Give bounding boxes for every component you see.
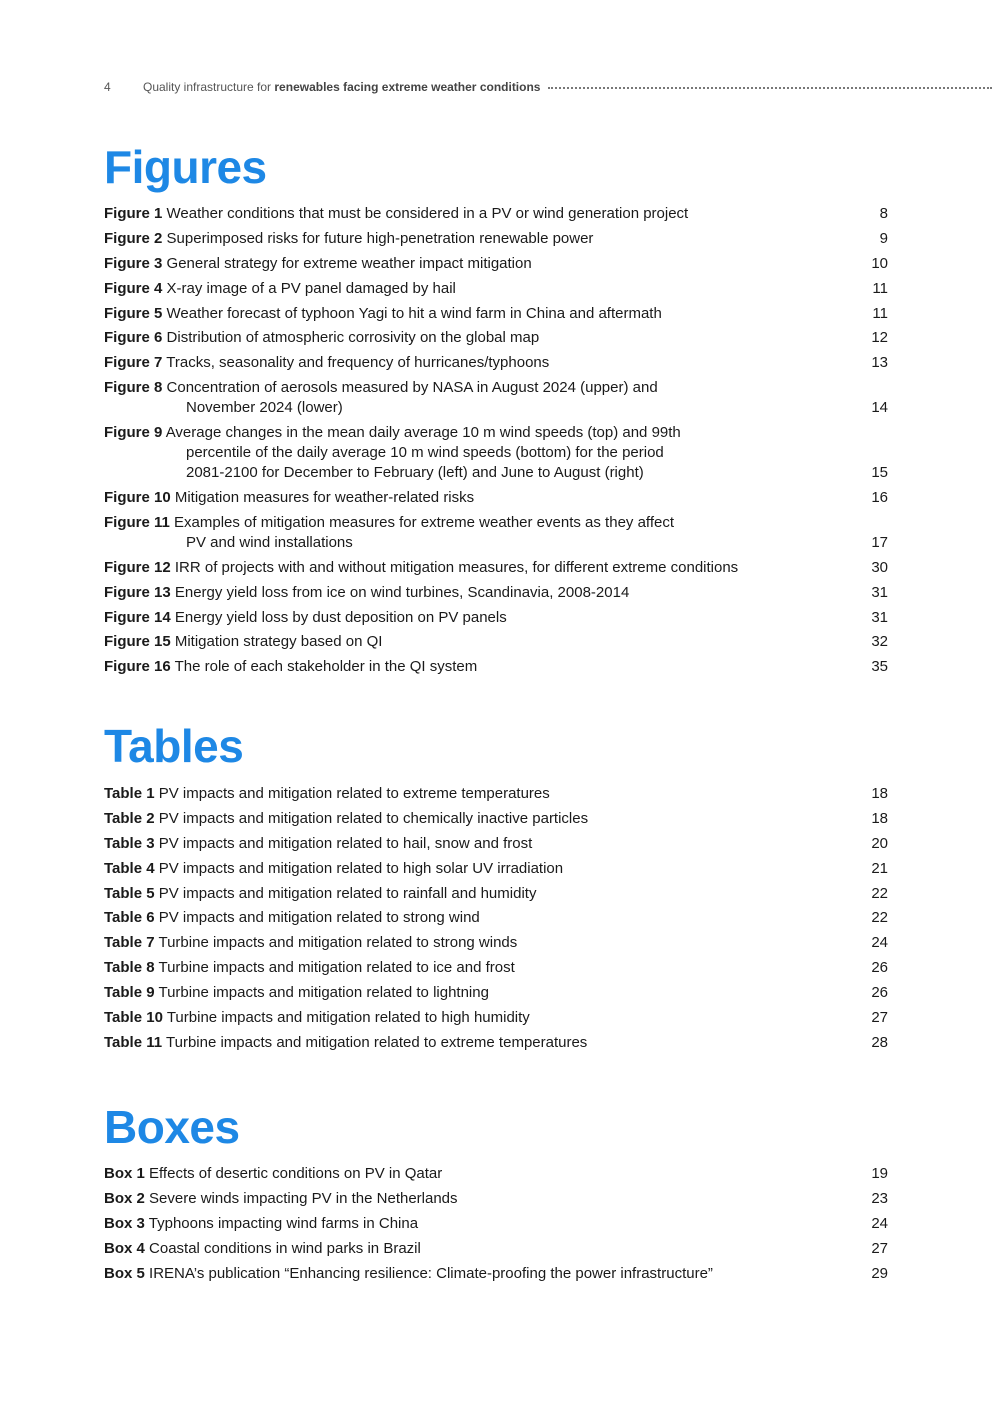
heading-boxes: Boxes	[104, 1101, 240, 1153]
entry-page-number: 17	[871, 533, 888, 551]
entry-title: PV impacts and mitigation related to hail, snow and frost	[158, 834, 533, 852]
entry-title: Energy yield loss by dust deposition on PV panels	[174, 608, 507, 626]
entry-text	[104, 558, 848, 578]
toc-entry[interactable]	[104, 583, 888, 603]
entry-label: Figure 2	[104, 229, 163, 247]
toc-entry[interactable]	[104, 1239, 888, 1259]
entry-text	[104, 353, 848, 373]
entry-title: Typhoons impacting wind farms in China	[148, 1214, 419, 1232]
entry-label: Box 2	[104, 1189, 145, 1207]
entry-page-number: 16	[871, 489, 888, 507]
entry-title: IRR of projects with and without mitigation measures, for different extreme conditions	[174, 558, 739, 576]
entry-text	[104, 908, 848, 928]
entry-text	[104, 1189, 848, 1209]
entry-title: Severe winds impacting PV in the Netherlands	[149, 1189, 458, 1207]
entry-text	[104, 834, 848, 854]
toc-entry[interactable]	[104, 1008, 888, 1028]
entry-page-number: 31	[871, 583, 888, 601]
entry-text	[104, 488, 848, 508]
toc-entry[interactable]	[104, 1189, 888, 1209]
toc-entry[interactable]	[104, 809, 888, 829]
entry-label: Figure 5	[104, 304, 163, 322]
toc-entry[interactable]	[104, 328, 888, 348]
entry-page-number: 32	[871, 633, 888, 651]
toc-entry[interactable]	[104, 608, 888, 628]
entry-label: Table 6	[104, 909, 155, 927]
entry-label: Figure 12	[104, 558, 171, 576]
entry-text	[104, 583, 848, 603]
entry-label: Table 8	[104, 959, 155, 977]
toc-entry[interactable]	[104, 784, 888, 804]
entry-label: Figure 7	[104, 354, 163, 372]
entry-title: Energy yield loss from ice on wind turbines, Scandinavia, 2008-2014	[174, 583, 630, 601]
title-prefix: Quality infrastructure for	[143, 80, 275, 94]
entry-title: Coastal conditions in wind parks in Brazil	[149, 1239, 421, 1257]
entry-text	[104, 809, 848, 829]
entry-label: Figure 3	[104, 254, 163, 272]
entry-text	[104, 423, 848, 483]
entry-text	[104, 784, 848, 804]
entry-label: Figure 1	[104, 205, 163, 222]
entry-label: Table 7	[104, 934, 155, 952]
entry-text	[104, 513, 848, 553]
toc-entry[interactable]	[104, 204, 888, 224]
entry-text	[104, 1239, 848, 1259]
entry-page-number: 15	[871, 464, 888, 482]
entry-page-number: 28	[871, 1033, 888, 1051]
entry-page-number: 22	[871, 909, 888, 927]
entry-text	[104, 328, 848, 348]
entry-page-number: 12	[871, 329, 888, 347]
entry-label: Figure 13	[104, 583, 171, 601]
entry-page-number: 24	[871, 934, 888, 952]
entry-label: Box 5	[104, 1264, 145, 1282]
toc-entry[interactable]	[104, 1033, 888, 1053]
entry-page-number: 24	[871, 1214, 888, 1232]
entry-text	[104, 859, 848, 879]
boxes-list	[104, 1164, 888, 1288]
toc-entry[interactable]	[104, 657, 888, 677]
entry-page-number: 27	[871, 1239, 888, 1257]
entry-page-number: 11	[872, 279, 888, 297]
entry-label: Table 3	[104, 834, 155, 852]
heading-tables: Tables	[104, 720, 244, 772]
entry-title: General strategy for extreme weather impact mitigation	[166, 254, 532, 272]
entry-text	[104, 983, 848, 1003]
entry-page-number: 9	[879, 229, 888, 247]
toc-entry[interactable]	[104, 254, 888, 274]
entry-label: Box 4	[104, 1239, 145, 1257]
entry-label: Table 1	[104, 785, 155, 802]
entry-label: Table 9	[104, 984, 155, 1002]
entry-title: PV impacts and mitigation related to rainfall and humidity	[158, 884, 537, 902]
toc-entry[interactable]	[104, 884, 888, 904]
entry-label: Figure 11	[104, 513, 170, 531]
entry-title: Distribution of atmospheric corrosivity on the global map	[166, 329, 540, 347]
entry-page-number: 30	[871, 558, 888, 576]
entry-label: Figure 6	[104, 329, 163, 347]
entry-page-number: 20	[871, 834, 888, 852]
entry-label: Box 1	[104, 1165, 145, 1182]
entry-label: Table 5	[104, 884, 155, 902]
entry-text	[104, 933, 848, 953]
toc-entry[interactable]	[104, 558, 888, 578]
entry-page-number: 18	[871, 809, 888, 827]
entry-title: Mitigation strategy based on QI	[174, 633, 383, 651]
entry-title: Weather forecast of typhoon Yagi to hit a wind farm in China and aftermath	[166, 304, 662, 322]
entry-page-number: 26	[871, 959, 888, 977]
figures-list	[104, 204, 888, 682]
entry-title: Turbine impacts and mitigation related to high humidity	[166, 1009, 530, 1027]
entry-page-number: 23	[871, 1189, 888, 1207]
toc-entry[interactable]	[104, 1264, 888, 1284]
entry-title: PV impacts and mitigation related to chemically inactive particles	[158, 809, 589, 827]
entry-page-number: 11	[872, 304, 888, 322]
entry-text	[104, 1033, 848, 1053]
toc-entry[interactable]	[104, 304, 888, 324]
entry-label: Table 10	[104, 1009, 163, 1027]
toc-entry[interactable]	[104, 353, 888, 373]
entry-label: Table 11	[104, 1033, 163, 1051]
toc-entry[interactable]	[104, 933, 888, 953]
tables-list	[104, 784, 888, 1058]
toc-entry[interactable]	[104, 513, 888, 553]
entry-title: PV impacts and mitigation related to extreme temperatures	[158, 785, 550, 802]
entry-title: The role of each stakeholder in the QI system	[174, 658, 478, 676]
entry-page-number: 27	[871, 1009, 888, 1027]
entry-label: Figure 8	[104, 379, 163, 397]
toc-entry[interactable]	[104, 632, 888, 652]
entry-title: Turbine impacts and mitigation related to strong winds	[158, 934, 518, 952]
heading-figures: Figures	[104, 141, 267, 193]
entry-text	[104, 378, 848, 418]
entry-page-number: 22	[871, 884, 888, 902]
entry-title: PV impacts and mitigation related to high solar UV irradiation	[158, 859, 564, 877]
entry-page-number: 10	[871, 254, 888, 272]
entry-text	[104, 204, 848, 224]
entry-label: Figure 4	[104, 279, 163, 297]
entry-title: Average changes in the mean daily average 10 m wind speeds (top) and 99th percentile of the daily average 10 m wind speeds (bottom) for the period 2081-2100 for December to February (left) and June to August (right)	[165, 424, 681, 482]
toc-entry[interactable]	[104, 1214, 888, 1234]
entry-title: Concentration of aerosols measured by NASA in August 2024 (upper) and November 2024 (lower)	[166, 379, 658, 417]
entry-title: Turbine impacts and mitigation related to ice and frost	[158, 959, 515, 977]
entry-page-number: 29	[871, 1264, 888, 1282]
toc-entry[interactable]	[104, 859, 888, 879]
entry-page-number: 31	[871, 608, 888, 626]
toc-entry[interactable]	[104, 983, 888, 1003]
entry-title: Examples of mitigation measures for extreme weather events as they affect PV and wind installations	[174, 513, 674, 551]
toc-entry[interactable]	[104, 229, 888, 249]
toc-entry[interactable]	[104, 834, 888, 854]
entry-title: Mitigation measures for weather-related risks	[174, 489, 475, 507]
entry-label: Box 3	[104, 1214, 145, 1232]
entry-text	[104, 1164, 848, 1184]
document-title	[143, 80, 540, 94]
running-header	[104, 78, 992, 96]
entry-text	[104, 884, 848, 904]
title-bold: renewables facing extreme weather conditions	[274, 80, 541, 94]
toc-entry[interactable]	[104, 378, 888, 418]
entry-page-number: 18	[871, 785, 888, 802]
entry-page-number: 14	[871, 399, 888, 417]
entry-text	[104, 1214, 848, 1234]
toc-entry[interactable]	[104, 908, 888, 928]
entry-page-number: 35	[871, 658, 888, 676]
entry-label: Table 4	[104, 859, 155, 877]
toc-entry[interactable]	[104, 488, 888, 508]
entry-label: Figure 16	[104, 658, 171, 676]
entry-title: Effects of desertic conditions on PV in Qatar	[149, 1165, 443, 1182]
entry-text	[104, 304, 848, 324]
entry-label: Table 2	[104, 809, 155, 827]
entry-label: Figure 9	[104, 424, 163, 442]
entry-page-number: 8	[879, 205, 888, 222]
toc-entry[interactable]	[104, 279, 888, 299]
entry-text	[104, 958, 848, 978]
entry-text	[104, 632, 848, 652]
entry-text	[104, 608, 848, 628]
entry-title: PV impacts and mitigation related to strong wind	[158, 909, 480, 927]
entry-title: Weather conditions that must be considered in a PV or wind generation project	[166, 205, 689, 222]
entry-text	[104, 229, 848, 249]
entry-title: IRENA’s publication “Enhancing resilience: Climate-proofing the power infrastructure”	[149, 1264, 713, 1282]
entry-text	[104, 1264, 848, 1284]
entry-page-number: 21	[871, 859, 888, 877]
entry-text	[104, 254, 848, 274]
entry-title: Turbine impacts and mitigation related to extreme temperatures	[166, 1033, 588, 1051]
entry-text	[104, 1008, 848, 1028]
page-number: 4	[104, 80, 111, 94]
entry-text	[104, 657, 848, 677]
entry-label: Figure 14	[104, 608, 171, 626]
toc-entry[interactable]	[104, 423, 888, 483]
toc-entry[interactable]	[104, 958, 888, 978]
entry-page-number: 19	[871, 1165, 888, 1182]
entry-page-number: 13	[871, 354, 888, 372]
entry-text	[104, 279, 848, 299]
entry-page-number: 26	[871, 984, 888, 1002]
toc-entry[interactable]	[104, 1164, 888, 1184]
entry-title: Superimposed risks for future high-penetration renewable power	[166, 229, 594, 247]
entry-label: Figure 10	[104, 489, 171, 507]
entry-title: Turbine impacts and mitigation related to lightning	[158, 984, 489, 1002]
entry-label: Figure 15	[104, 633, 171, 651]
entry-title: X-ray image of a PV panel damaged by hail	[166, 279, 456, 297]
entry-title: Tracks, seasonality and frequency of hurricanes/typhoons	[166, 354, 550, 372]
dotted-leader	[548, 87, 992, 89]
